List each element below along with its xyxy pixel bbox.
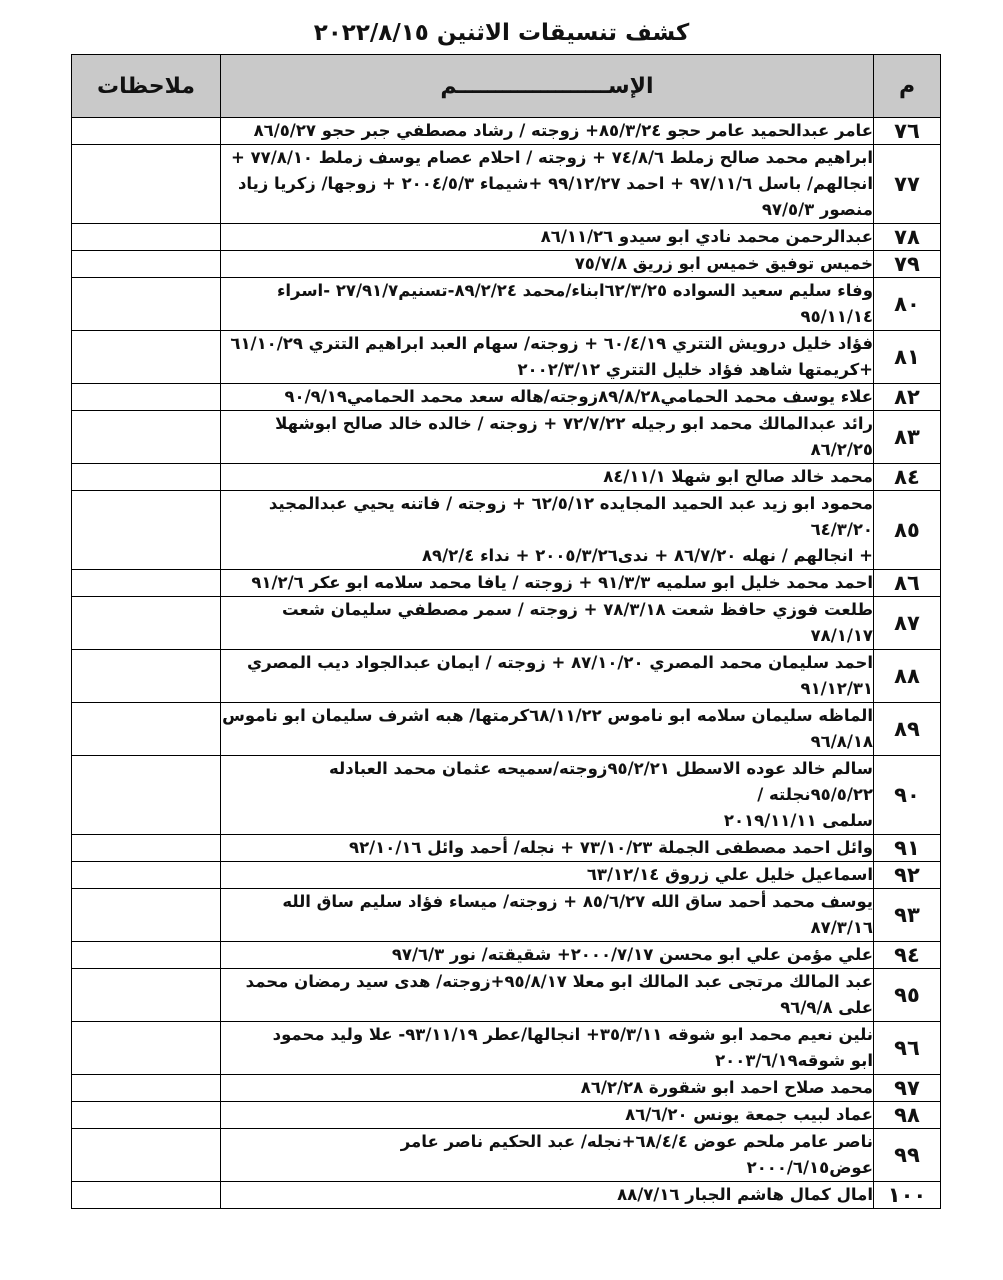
table-row (72, 650, 941, 703)
table-row (72, 1182, 941, 1209)
row-number: ٨٦ (874, 570, 941, 597)
row-notes (72, 1182, 221, 1209)
row-number: ١٠٠ (874, 1182, 941, 1209)
row-name-entry: علاء يوسف محمد الحمامي٨٩/٨/٢٨زوجته/هاله سعد محمد الحمامي٩٠/٩/١٩ (221, 384, 874, 411)
row-number: ٩٦ (874, 1022, 941, 1075)
table-row (72, 969, 941, 1022)
row-number: ٨٢ (874, 384, 941, 411)
row-number: ٧٨ (874, 224, 941, 251)
row-notes (72, 1102, 221, 1129)
row-name-entry: علي مؤمن علي ابو محسن ٢٠٠٠/٧/١٧+ شقيقته/ نور ٩٧/٦/٣ (221, 942, 874, 969)
row-name-entry: عماد لبيب جمعة يونس ٨٦/٦/٢٠ (221, 1102, 874, 1129)
row-notes (72, 118, 221, 145)
row-notes (72, 1075, 221, 1102)
row-number: ٧٦ (874, 118, 941, 145)
table-row (72, 145, 941, 224)
row-number: ٨١ (874, 331, 941, 384)
row-number: ٨٩ (874, 703, 941, 756)
row-notes (72, 969, 221, 1022)
header-notes: ملاحظات (72, 55, 221, 118)
table-row (72, 703, 941, 756)
row-notes (72, 570, 221, 597)
table-row (72, 384, 941, 411)
row-number: ٩١ (874, 835, 941, 862)
row-notes (72, 1129, 221, 1182)
table-row (72, 597, 941, 650)
row-number: ٩٧ (874, 1075, 941, 1102)
row-notes (72, 1022, 221, 1075)
row-name-entry: محمد صلاح احمد ابو شقورة ٨٦/٢/٢٨ (221, 1075, 874, 1102)
table-row (72, 118, 941, 145)
row-number: ٩٣ (874, 889, 941, 942)
row-notes (72, 597, 221, 650)
row-notes (72, 331, 221, 384)
row-name-entry: الماظه سليمان سلامه ابو ناموس ٦٨/١١/٢٢كرمتها/ هبه اشرف سليمان ابو ناموس ٩٦/٨/١٨ (221, 703, 874, 756)
row-name-entry: ابراهيم محمد صالح زملط ٧٤/٨/٦ + زوجته / احلام عصام يوسف زملط ٧٧/٨/١٠ + انجالهم/ باسل ٩٧/١١/٦ + احمد ٩٩/١٢/٢٧ +شيماء ٢٠٠٤/٥/٣ + زوجها/ زكريا زياد منصور ٩٧/٥/٣ (221, 145, 874, 224)
row-number: ٩٠ (874, 756, 941, 835)
row-number: ٨٥ (874, 491, 941, 570)
table-row (72, 491, 941, 570)
row-name-entry: امال كمال هاشم الجبار ٨٨/٧/١٦ (221, 1182, 874, 1209)
header-name: الإســــــــــــــــــــم (221, 55, 874, 118)
row-notes (72, 835, 221, 862)
row-name-entry: عبدالرحمن محمد نادي ابو سيدو ٨٦/١١/٢٦ (221, 224, 874, 251)
row-number: ٧٩ (874, 251, 941, 278)
row-name-entry: عبد المالك مرتجى عبد المالك ابو معلا ٩٥/٨/١٧+زوجته/ هدى سيد رمضان محمد على ٩٦/٩/٨ (221, 969, 874, 1022)
row-notes (72, 224, 221, 251)
row-notes (72, 384, 221, 411)
row-name-entry: رائد عبدالمالك محمد ابو رجيله ٧٢/٧/٢٢ + زوجته / خالده خالد صالح ابوشهلا ٨٦/٢/٢٥ (221, 411, 874, 464)
row-number: ٨٣ (874, 411, 941, 464)
row-notes (72, 703, 221, 756)
row-name-entry: نلين نعيم محمد ابو شوقه ٣٥/٣/١١+ انجالها/عطر ٩٣/١١/١٩- علا وليد محمود ابو شوقه٢٠٠٣/٦/١٩ (221, 1022, 874, 1075)
row-name-entry: عامر عبدالحميد عامر حجو ٨٥/٣/٢٤+ زوجته / رشاد مصطفي جبر حجو ٨٦/٥/٢٧ (221, 118, 874, 145)
table-row (72, 889, 941, 942)
row-name-entry: اسماعيل خليل علي زروق ٦٣/١٢/١٤ (221, 862, 874, 889)
row-notes (72, 942, 221, 969)
row-notes (72, 491, 221, 570)
table-row (72, 224, 941, 251)
row-notes (72, 145, 221, 224)
row-name-entry: وفاء سليم سعيد السواده ٦٢/٣/٢٥ابناء/محمد ٨٩/٢/٢٤-تسنيم٢٧/٩١/٧ -اسراء ٩٥/١١/١٤ (221, 278, 874, 331)
row-name-entry: احمد سليمان محمد المصري ٨٧/١٠/٢٠ + زوجته / ايمان عبدالجواد ديب المصري ٩١/١٢/٣١ (221, 650, 874, 703)
table-row (72, 862, 941, 889)
row-notes (72, 862, 221, 889)
row-number: ٩٩ (874, 1129, 941, 1182)
row-number: ٨٤ (874, 464, 941, 491)
header-row (72, 55, 941, 118)
row-name-entry: سالم خالد عوده الاسطل ٩٥/٢/٢١زوجته/سميحه عثمان محمد العبادله ٩٥/٥/٢٢نجلته / سلمى ٢٠١٩/١١/١١ (221, 756, 874, 835)
table-row (72, 464, 941, 491)
table-row (72, 835, 941, 862)
header-number: م (874, 55, 941, 118)
table-row (72, 570, 941, 597)
row-name-entry: فؤاد خليل درويش التتري ٦٠/٤/١٩ + زوجته/ سهام العبد ابراهيم التتري ٦١/١٠/٢٩ +كريمتها شاهد فؤاد خليل التتري ٢٠٠٢/٣/١٢ (221, 331, 874, 384)
table-row (72, 1022, 941, 1075)
row-name-entry: محمد خالد صالح ابو شهلا ٨٤/١١/١ (221, 464, 874, 491)
table-row (72, 1075, 941, 1102)
row-name-entry: وائل احمد مصطفى الجملة ٧٣/١٠/٢٣ + نجله/ أحمد وائل ٩٢/١٠/١٦ (221, 835, 874, 862)
row-notes (72, 756, 221, 835)
table-row (72, 756, 941, 835)
row-name-entry: يوسف محمد أحمد ساق الله ٨٥/٦/٢٧ + زوجته/ ميساء فؤاد سليم ساق الله ٨٧/٣/١٦ (221, 889, 874, 942)
row-number: ٨٨ (874, 650, 941, 703)
page-title: كشف تنسيقات الاثنين ٢٠٢٢/٨/١٥ (313, 20, 690, 46)
row-number: ٩٨ (874, 1102, 941, 1129)
row-number: ٧٧ (874, 145, 941, 224)
names-table (71, 54, 941, 1209)
row-number: ٩٢ (874, 862, 941, 889)
table-row (72, 942, 941, 969)
table-row (72, 278, 941, 331)
row-number: ٩٥ (874, 969, 941, 1022)
row-notes (72, 251, 221, 278)
table-row (72, 251, 941, 278)
table-row (72, 1102, 941, 1129)
row-name-entry: طلعت فوزي حافظ شعت ٧٨/٣/١٨ + زوجته / سمر مصطفي سليمان شعت ٧٨/١/١٧ (221, 597, 874, 650)
row-name-entry: ناصر عامر ملحم عوض ٦٨/٤/٤+نجله/ عبد الحكيم ناصر عامر عوض٢٠٠٠/٦/١٥ (221, 1129, 874, 1182)
row-number: ٩٤ (874, 942, 941, 969)
table-row (72, 1129, 941, 1182)
table-row (72, 331, 941, 384)
table-body (72, 118, 941, 1209)
row-notes (72, 650, 221, 703)
row-notes (72, 278, 221, 331)
row-name-entry: احمد محمد خليل ابو سلميه ٩١/٣/٣ + زوجته / يافا محمد سلامه ابو عكر ٩١/٢/٦ (221, 570, 874, 597)
row-notes (72, 889, 221, 942)
row-notes (72, 464, 221, 491)
row-number: ٨٧ (874, 597, 941, 650)
row-number: ٨٠ (874, 278, 941, 331)
table-row (72, 411, 941, 464)
row-name-entry: خميس توفيق خميس ابو زريق ٧٥/٧/٨ (221, 251, 874, 278)
row-name-entry: محمود ابو زيد عبد الحميد المجايده ٦٢/٥/١٢ + زوجته / فاتنه يحيي عبدالمجيد ٦٤/٣/٢٠ + انجالهم / نهله ٨٦/٧/٢٠ + ندى٢٠٠٥/٣/٢٦ + نداء ٨٩/٢/٤ (221, 491, 874, 570)
row-notes (72, 411, 221, 464)
